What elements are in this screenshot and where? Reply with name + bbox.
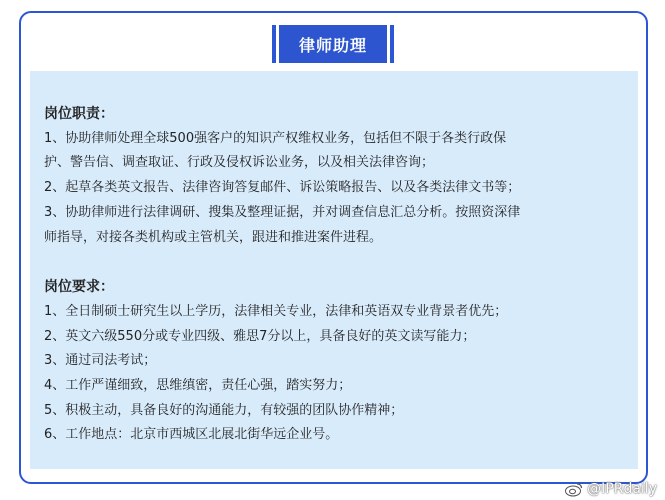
requirements-line: 3、通过司法考试； xyxy=(44,353,157,369)
title-left-bar xyxy=(272,25,276,63)
watermark xyxy=(565,481,657,497)
content xyxy=(44,102,629,448)
requirements-line: 2、英文六级550分或专业四级、雅思7分以上，具备良好的英文读写能力； xyxy=(44,328,476,344)
requirements-line: 4、工作严谨细致，思维缜密，责任心强，踏实努力； xyxy=(44,378,352,394)
requirements-line: 6、工作地点：北京市西城区北展北街华远企业号。 xyxy=(44,427,339,443)
watermark-text: @IPRdaily xyxy=(587,481,657,497)
duties-line: 师指导，对接各类机构或主管机关，跟进和推进案件进程。 xyxy=(44,229,383,245)
requirements-line: 5、积极主动，具备良好的沟通能力，有较强的团队协作精神； xyxy=(44,402,404,418)
page-title: 律师助理 xyxy=(279,25,387,63)
duties-line: 护、警告信、调查取证、行政及侵权诉讼业务，以及相关法律咨询； xyxy=(44,155,435,171)
job-card xyxy=(19,11,648,484)
duties-line: 1、协助律师处理全球500强客户的知识产权维权业务，包括但不限于各类行政保 xyxy=(44,130,507,146)
duties-line: 2、起草各类英文报告、法律咨询答复邮件、诉讼策略报告、以及各类法律文书等； xyxy=(44,180,521,196)
title-right-bar xyxy=(390,25,394,63)
content-panel xyxy=(30,71,638,469)
section-gap xyxy=(44,250,629,275)
duties-heading: 岗位职责： xyxy=(44,106,114,122)
weibo-icon xyxy=(565,482,583,497)
duties-line: 3、协助律师进行法律调研、搜集及整理证据，并对调查信息汇总分析。按照资深律 xyxy=(44,204,521,220)
requirements-heading: 岗位要求： xyxy=(44,279,114,296)
title-banner xyxy=(272,25,394,63)
requirements-line: 1、全日制硕士研究生以上学历，法律相关专业，法律和英语双专业背景者优先； xyxy=(44,303,508,319)
